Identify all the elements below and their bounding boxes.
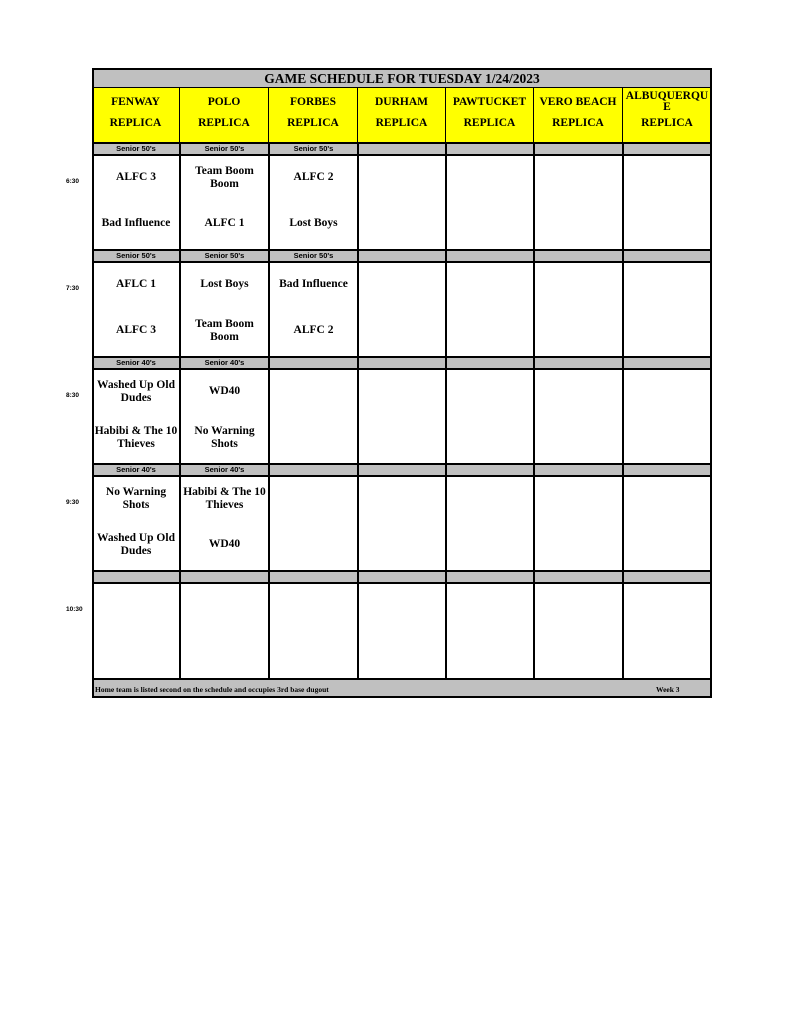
home-team: Washed Up Old Dudes [97, 531, 175, 557]
time-slot-label: 6:30 [66, 178, 80, 185]
field-subtitle: REPLICA [463, 117, 516, 129]
field-name: VERO BEACH [539, 96, 617, 108]
home-team: WD40 [208, 538, 241, 551]
home-team: ALFC 3 [116, 324, 156, 337]
time-slot-label: 10:30 [66, 606, 83, 613]
away-team: Washed Up Old Dudes [97, 378, 175, 404]
away-team: No Warning Shots [105, 485, 167, 511]
week-label: Week 3 [656, 685, 680, 694]
away-team: Bad Influence [279, 278, 348, 291]
field-subtitle: REPLICA [109, 117, 162, 129]
field-subtitle: REPLICA [552, 117, 604, 129]
away-team: ALFC 2 [293, 171, 334, 184]
away-team: Team Boom Boom [195, 164, 254, 190]
sheet-border [92, 68, 712, 698]
division-label: Senior 50's [204, 144, 245, 153]
home-team: Bad Influence [101, 217, 171, 230]
home-team-note: Home team is listed second on the schedule and occupies 3rd base dugout [95, 685, 329, 694]
home-team: ALFC 2 [293, 324, 334, 337]
time-slot-label: 8:30 [66, 392, 80, 399]
field-name: POLO [207, 96, 241, 108]
division-label: Senior 50's [116, 144, 156, 153]
field-name: PAWTUCKET [452, 96, 527, 108]
division-label: Senior 40's [204, 465, 245, 474]
home-team: Team Boom Boom [195, 317, 254, 343]
schedule-sheet [92, 68, 712, 698]
away-team: Habibi & The 10 Thieves [183, 485, 266, 511]
field-name: FORBES [289, 96, 336, 108]
division-label: Senior 50's [293, 144, 334, 153]
division-label: Senior 40's [204, 358, 245, 367]
time-slot-label: 9:30 [66, 499, 80, 506]
division-label: Senior 50's [116, 251, 156, 260]
division-label: Senior 50's [293, 251, 334, 260]
division-label: Senior 50's [204, 251, 245, 260]
field-name: ALBUQUERQU E [625, 90, 709, 113]
field-subtitle: REPLICA [287, 117, 339, 129]
schedule-title: GAME SCHEDULE FOR TUESDAY 1/24/2023 [92, 68, 712, 88]
away-team: WD40 [208, 385, 241, 398]
field-name: FENWAY [111, 96, 160, 108]
time-slot-label: 7:30 [66, 285, 80, 292]
home-team: ALFC 1 [204, 217, 245, 230]
home-team: Habibi & The 10 Thieves [94, 424, 178, 450]
away-team: AFLC 1 [116, 278, 156, 291]
division-label: Senior 40's [116, 358, 156, 367]
home-team: No Warning Shots [194, 424, 255, 450]
field-subtitle: REPLICA [641, 117, 693, 129]
field-subtitle: REPLICA [375, 117, 428, 129]
away-team: ALFC 3 [116, 171, 156, 184]
field-name: DURHAM [374, 96, 429, 108]
away-team: Lost Boys [200, 278, 249, 291]
field-subtitle: REPLICA [198, 117, 250, 129]
division-label: Senior 40's [116, 465, 156, 474]
home-team: Lost Boys [289, 217, 338, 230]
